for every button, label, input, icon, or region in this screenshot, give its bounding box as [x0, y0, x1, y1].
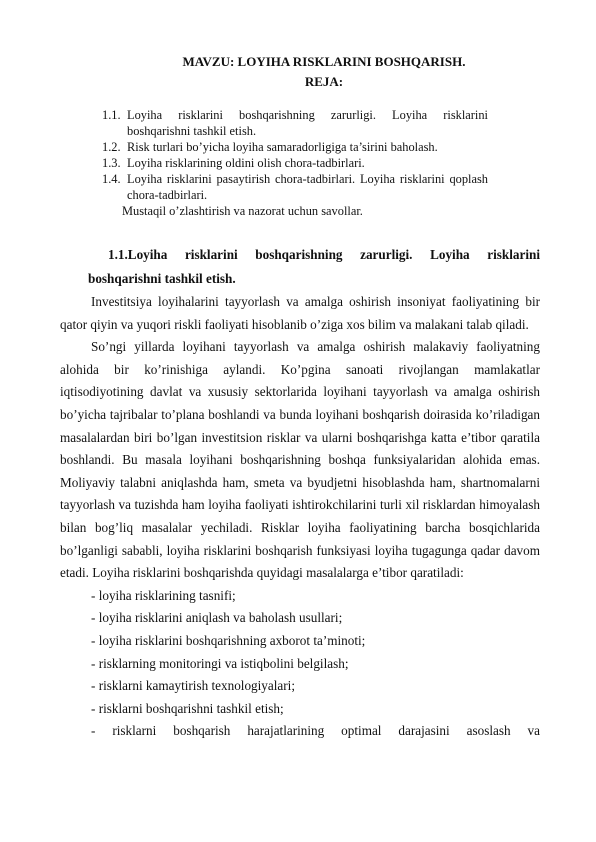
plan-list — [102, 107, 488, 219]
paragraph: So’ngi yillarda loyihani tayyorlash va amalga oshirish malakaviy faoliyatning alohida bir ko’rinishiga aylandi. Ko’pgina sanoati rivojlangan mamlakatlar iqtisodiyotining davlat va xususiy sektorlarida loyihani tayyorlash va amalga oshirish bo’yicha tajribalar to’plana boshlandi va bunda loyihani boshqarish doirasida ko’riladigan masalalardan biri bo’lgan investitsion risklar va ularni boshqarishga katta e’tibor qaratila boshlandi. Bu masala loyihani boshqarishning boshqa funksiyalaridan alohida emas. Moliyaviy talabni aniqlashda ham, smeta va byudjetni hisoblashda ham, shartnomalarni tayyorlash va tuzishda ham loyiha faoliyati ishtirokchilarini turli xil risklardan himoyalash bilan bog’liq masalalar yechiladi. Risklar loyiha faoliyatining barcha bosqichlarida bo’lganligi sababli, loyiha risklarini boshqarish funksiyasi loyiha tugagunga qadar davom etadi. Loyiha risklarini boshqarishda quyidagi masalalarga e’tibor qaratiladi: — [60, 339, 540, 581]
plan-heading: REJA: — [304, 74, 344, 89]
task-list — [60, 585, 540, 743]
list-item: - loyiha risklarining tasnifi; — [91, 587, 236, 603]
list-item: - risklarning monitoringi va istiqbolini belgilash; — [91, 655, 349, 671]
section-heading — [88, 243, 540, 291]
plan-item-number: 1.2. — [102, 140, 121, 154]
section-heading-line: 1.1.Loyiha risklarini boshqarishning zarurligi. Loyiha risklarini — [108, 247, 540, 262]
plan-item-text: Loyiha risklarini pasaytirish chora-tadbirlari. Loyiha risklarini qoplash chora-tadbirlari. — [127, 172, 488, 202]
list-item: - loyiha risklarini boshqarishning axborot ta’minoti; — [91, 632, 366, 648]
plan-item-number: 1.1. — [102, 108, 121, 122]
plan-extra-item: Mustaqil o’zlashtirish va nazorat uchun savollar. — [122, 204, 363, 218]
list-item: - risklarni boshqarish harajatlarining optimal darajasini asoslash va — [91, 723, 540, 739]
plan-item — [102, 107, 488, 139]
list-item: - risklarni boshqarishni tashkil etish; — [91, 700, 284, 716]
list-item: - risklarni kamaytirish texnologiyalari; — [91, 678, 295, 694]
list-item: - loyiha risklarini aniqlash va baholash usullari; — [91, 610, 343, 626]
plan-item-text: Loyiha risklarining oldini olish chora-tadbirlari. — [127, 156, 365, 170]
document-title: MAVZU: LOYIHA RISKLARINI BOSHQARISH. — [182, 54, 466, 69]
plan-item — [102, 139, 488, 155]
plan-item — [102, 171, 488, 203]
paragraph: Investitsiya loyihalarini tayyorlash va amalga oshirish insoniyat faoliyatining bir qator qiyin va yuqori riskli faoliyati hisoblanib o’ziga xos bilim va malakani talab qiladi. — [60, 294, 540, 332]
plan-item-text: Loyiha risklarini boshqarishning zarurligi. Loyiha risklarini boshqarishni tashkil etish. — [127, 108, 488, 138]
body-text — [60, 291, 540, 743]
plan-item-number: 1.4. — [102, 172, 121, 186]
plan-item — [102, 155, 488, 171]
section-heading-line: boshqarishni tashkil etish. — [88, 271, 236, 286]
plan-item-text: Risk turlari bo’yicha loyiha samaradorligiga ta’sirini baholash. — [127, 140, 438, 154]
plan-item-number: 1.3. — [102, 156, 121, 170]
